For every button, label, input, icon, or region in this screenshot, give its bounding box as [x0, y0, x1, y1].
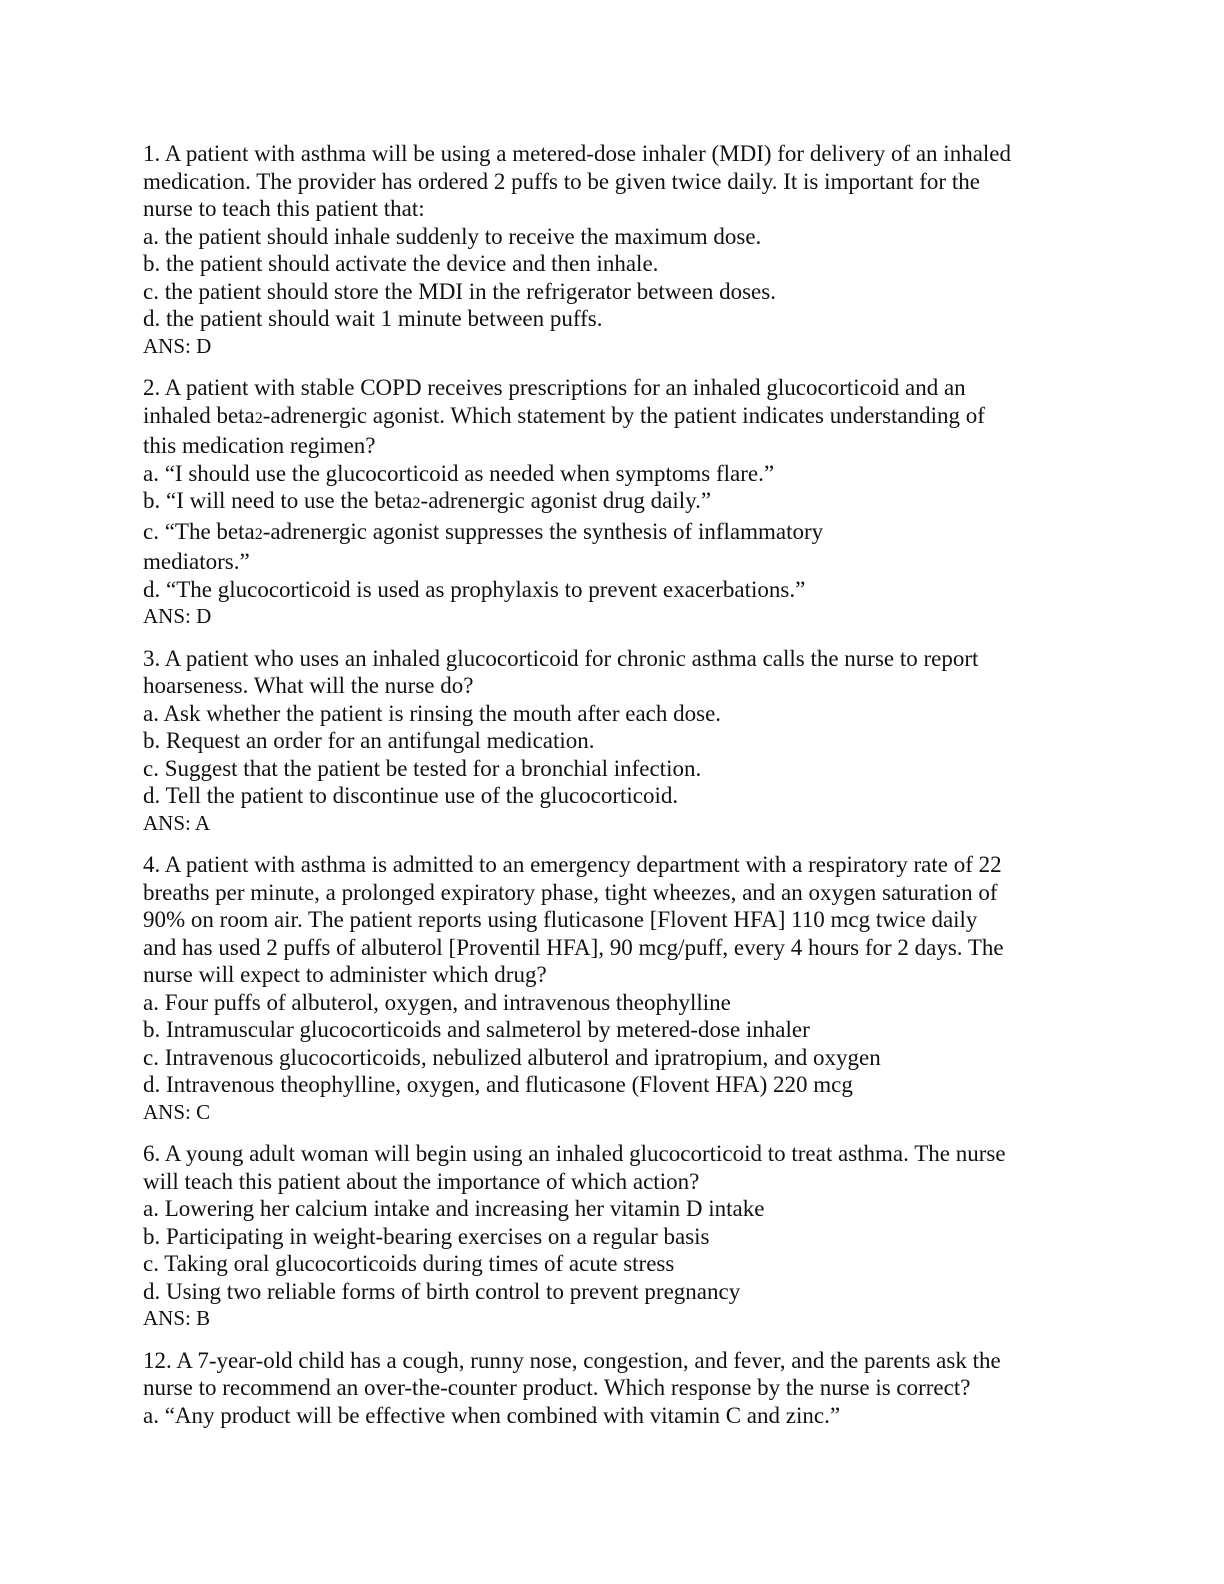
document-page	[143, 140, 1083, 1443]
answer-option-a: a. Four puffs of albuterol, oxygen, and intravenous theophylline	[143, 989, 731, 1015]
question-6	[143, 1140, 1083, 1333]
subscript: 2	[254, 525, 263, 543]
answer-option-b	[143, 487, 1083, 518]
question-3	[143, 645, 1083, 838]
answer-key: ANS: D	[143, 333, 212, 358]
question-stem: 4. A patient with asthma is admitted to an emergency department with a respiratory rate of 22 breaths per minute, a prolonged expiratory phase, tight wheezes, and an oxygen saturation of 90% on room air. The patient reports using fluticasone [Flovent HFA] 110 mcg twice daily and has used 2 puffs of albuterol [Proventil HFA], 90 mcg/puff, every 4 hours for 2 days. The nurse will expect to administer which drug?	[143, 852, 1004, 987]
question-stem	[143, 374, 1083, 460]
answer-option-d: d. Using two reliable forms of birth control to prevent pregnancy	[143, 1278, 741, 1304]
option-text: -adrenergic agonist drug daily.”	[420, 488, 712, 513]
answer-option-d: d. the patient should wait 1 minute between puffs.	[143, 306, 603, 331]
answer-key: ANS: D	[143, 604, 212, 628]
answer-option-c: c. the patient should store the MDI in the refrigerator between doses.	[143, 278, 776, 304]
question-stem: 12. A 7-year-old child has a cough, runny nose, congestion, and fever, and the parents ask the nurse to recommend an over-the-counter product. Which response by the nurse is correct?	[143, 1347, 1001, 1400]
question-12	[143, 1347, 1083, 1430]
answer-option-a: a. Ask whether the patient is rinsing the mouth after each dose.	[143, 700, 722, 726]
answer-option-c: c. Suggest that the patient be tested for a bronchial infection.	[143, 755, 702, 781]
answer-option-b: b. the patient should activate the device and then inhale.	[143, 251, 659, 276]
answer-option-b: b. Intramuscular glucocorticoids and salmeterol by metered-dose inhaler	[143, 1017, 810, 1042]
answer-option-c	[143, 518, 1083, 576]
option-text: c. “The beta	[143, 518, 255, 544]
answer-option-b: b. Participating in weight-bearing exercises on a regular basis	[143, 1223, 710, 1249]
question-stem: 1. A patient with asthma will be using a metered-dose inhaler (MDI) for delivery of an inhaled medication. The provider has ordered 2 puffs to be given twice daily. It is important for the nurse to teach this patient that:	[143, 141, 1012, 221]
answer-option-c: c. Taking oral glucocorticoids during times of acute stress	[143, 1251, 675, 1276]
answer-key: ANS: B	[143, 1306, 211, 1330]
stem-text: -adrenergic agonist. Which statement by the patient indicates understanding of this medication regimen?	[143, 402, 985, 458]
answer-option-a: a. “I should use the glucocorticoid as needed when symptoms flare.”	[143, 460, 775, 486]
question-2	[143, 374, 1083, 631]
question-4	[143, 851, 1083, 1126]
answer-key: ANS: A	[143, 810, 211, 835]
answer-option-d: d. Tell the patient to discontinue use of the glucocorticoid.	[143, 783, 679, 808]
question-1	[143, 140, 1083, 360]
subscript: 2	[254, 409, 263, 427]
answer-option-d: d. “The glucocorticoid is used as prophylaxis to prevent exacerbations.”	[143, 576, 806, 602]
answer-option-a: a. Lowering her calcium intake and increasing her vitamin D intake	[143, 1196, 765, 1221]
answer-option-a: a. “Any product will be effective when combined with vitamin C and zinc.”	[143, 1402, 841, 1428]
answer-key: ANS: C	[143, 1099, 211, 1124]
answer-option-b: b. Request an order for an antifungal medication.	[143, 728, 595, 753]
answer-option-c: c. Intravenous glucocorticoids, nebulized albuterol and ipratropium, and oxygen	[143, 1044, 881, 1070]
stem-text: 2. A patient with stable COPD receives prescriptions for an inhaled glucocorticoid and an inhaled beta	[143, 375, 966, 428]
answer-option-d: d. Intravenous theophylline, oxygen, and fluticasone (Flovent HFA) 220 mcg	[143, 1072, 853, 1097]
question-stem: 6. A young adult woman will begin using an inhaled glucocorticoid to treat asthma. The nurse will teach this patient about the importance of which action?	[143, 1141, 1006, 1194]
option-text: -adrenergic agonist suppresses the synthesis of inflammatory mediators.”	[143, 518, 824, 574]
answer-option-a: a. the patient should inhale suddenly to receive the maximum dose.	[143, 223, 762, 249]
subscript: 2	[412, 495, 421, 512]
option-text: b. “I will need to use the beta	[143, 488, 413, 513]
question-stem: 3. A patient who uses an inhaled glucocorticoid for chronic asthma calls the nurse to report hoarseness. What will the nurse do?	[143, 645, 979, 698]
